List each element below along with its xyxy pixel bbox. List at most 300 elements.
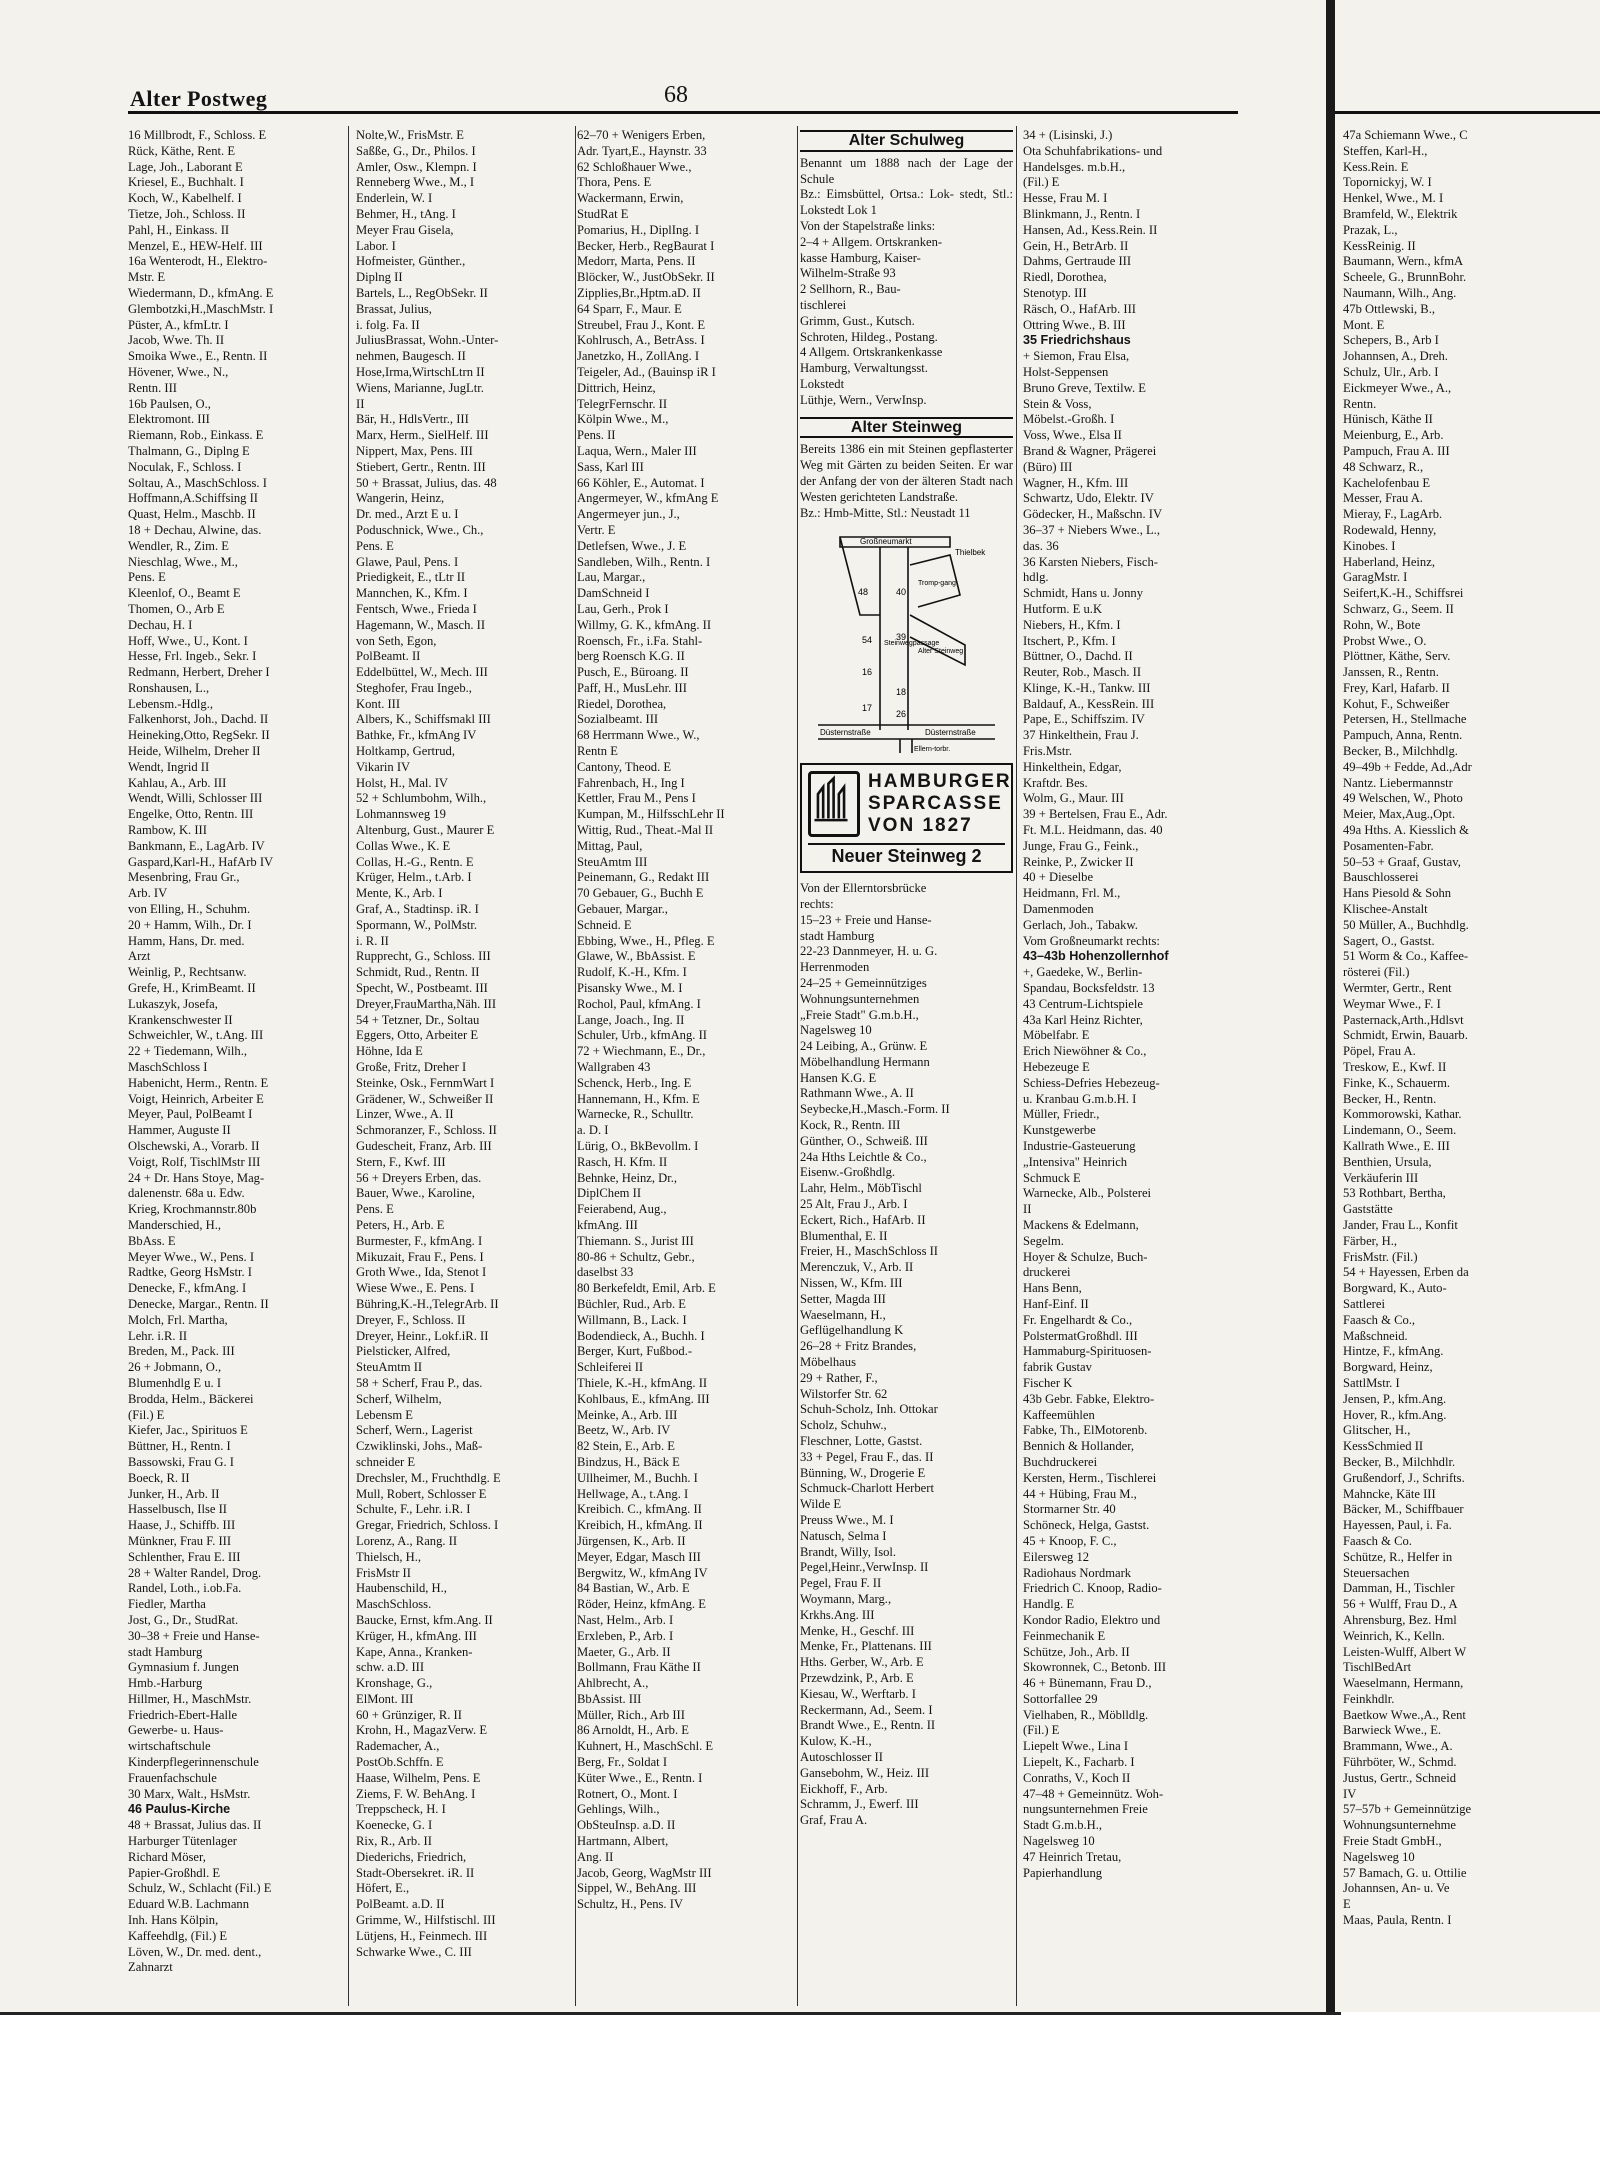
directory-entry-line: MaschSchloss. — [356, 1597, 432, 1612]
directory-entry-line: 52 + Schlumbohm, Wilh., — [356, 791, 487, 806]
directory-entry-line: Koenecke, G. I — [356, 1818, 433, 1833]
directory-entry-line: 86 Arnoldt, H., Arb. E — [577, 1723, 689, 1738]
directory-entry-line: (Fil.) E — [1023, 1723, 1060, 1738]
directory-entry-line: Cantony, Theod. E — [577, 759, 672, 774]
directory-entry-line: Kersten, Herm., Tischlerei — [1023, 1470, 1157, 1485]
directory-entry-line: SteuAmtm II — [356, 1360, 423, 1375]
directory-entry-line: Jost, G., Dr., StudRat. — [128, 1612, 239, 1627]
directory-entry-line: Schramm, J., Ewerf. III — [800, 1797, 919, 1812]
directory-entry-line: Führböter, W., Schmd. — [1343, 1755, 1457, 1770]
directory-entry-line: Müller, Rich., Arb III — [577, 1707, 685, 1722]
directory-entry-line: Ullheimer, M., Buchh. I — [577, 1470, 698, 1485]
directory-entry-line: hdlg. — [1023, 570, 1049, 585]
directory-entry-line: Saßße, G., Dr., Philos. I — [356, 143, 476, 158]
directory-entry-line: Gewerbe- u. Haus- — [128, 1723, 224, 1738]
directory-entry-line: Rochol, Paul, kfmAng. I — [577, 996, 701, 1011]
directory-entry-line: Feierabend, Aug., — [577, 1202, 667, 1217]
directory-entry-line: Collas, H.-G., Rentn. E — [356, 854, 474, 869]
directory-entry-line: Damman, H., Tischler — [1343, 1581, 1455, 1596]
directory-entry-line: 43 Centrum-Lichtspiele — [1023, 996, 1143, 1011]
directory-entry-line: 50 + Brassat, Julius, das. 48 — [356, 475, 497, 490]
directory-entry-line: Warnecke, R., Schulltr. — [577, 1107, 694, 1122]
directory-entry-line: Bäcker, M., Schiffbauer — [1343, 1502, 1464, 1517]
directory-entry-line: Bollmann, Frau Käthe II — [577, 1660, 701, 1675]
directory-entry-line: Röder, Heinz, kfmAng. E — [577, 1597, 706, 1612]
directory-entry-line: Glawe, W., BbAssist. E — [577, 949, 696, 964]
directory-entry-line: Gein, H., BetrArb. II — [1023, 238, 1129, 253]
directory-entry-line: Linzer, Wwe., A. II — [356, 1107, 454, 1122]
directory-entry-line: Berg, Fr., Soldat I — [577, 1755, 668, 1770]
directory-entry-line: Thomen, O., Arb E — [128, 601, 225, 616]
directory-entry-line: Molch, Frl. Martha, — [128, 1312, 228, 1327]
directory-entry-line: Hillmer, H., MaschMstr. — [128, 1691, 252, 1706]
directory-entry-line: Gymnasium f. Jungen — [128, 1660, 239, 1675]
directory-entry-line: Wohnungsunternehmen — [800, 991, 920, 1006]
directory-entry-line: Maas, Paula, Rentn. I — [1343, 1913, 1452, 1928]
directory-entry-line: Nast, Helm., Arb. I — [577, 1612, 674, 1627]
directory-entry-line: Feinmechanik E — [1023, 1628, 1106, 1643]
directory-entry-line: Willmy, G. K., kfmAng. II — [577, 617, 712, 632]
directory-entry-line: 37 Hinkelthein, Frau J. — [1023, 728, 1139, 743]
directory-entry-line: Kaffeemühlen — [1023, 1407, 1095, 1422]
directory-entry-line: 39 + Bertelsen, Frau E., Adr. — [1023, 807, 1168, 822]
directory-entry-line: 45 + Knoop, F. C., — [1023, 1533, 1117, 1548]
directory-entry-line: Schuler, Urb., kfmAng. II — [577, 1028, 707, 1043]
directory-entry-line: Prazak, L., — [1343, 222, 1398, 237]
directory-entry-line: Priedigkeit, E., tLtr II — [356, 570, 466, 585]
directory-entry-line: Behmer, H., tAng. I — [356, 206, 456, 221]
directory-entry-line: Wackermann, Erwin, — [577, 191, 684, 206]
directory-entry-line: Seybecke,H.,Masch.-Form. II — [800, 1102, 950, 1117]
directory-entry-line: Jacob, Wwe. Th. II — [128, 333, 225, 348]
directory-entry-line: Sandleben, Wilh., Rentn. I — [577, 554, 711, 569]
directory-entry-line: Wendler, R., Zim. E — [128, 538, 229, 553]
directory-entry-line: 15–23 + Freie und Hanse- — [800, 912, 932, 927]
directory-entry-line: Seifert,K.-H., Schiffsrei — [1343, 586, 1464, 601]
directory-entry-line: Rademacher, A., — [356, 1739, 440, 1754]
directory-entry-line: Heineking,Otto, RegSekr. II — [128, 728, 270, 743]
directory-entry-line: Eddelbüttel, W., Mech. III — [356, 665, 488, 680]
directory-entry-line: Schulte, F., Lehr. i.R. I — [356, 1502, 471, 1517]
directory-entry-line: Riedl, Dorothea, — [1023, 270, 1107, 285]
directory-entry-line: Wilde E — [800, 1497, 842, 1512]
directory-entry-line: Rentn. III — [128, 380, 177, 395]
directory-entry-line: Bauer, Wwe., Karoline, — [356, 1186, 475, 1201]
directory-entry-line: Hans Piesold & Sohn — [1343, 886, 1452, 901]
directory-entry-line: Grimme, W., Hilfstischl. III — [356, 1913, 496, 1928]
directory-entry-line: Hebezeuge E — [1023, 1060, 1090, 1075]
directory-entry-line: Schuh-Scholz, Inh. Ottokar — [800, 1402, 938, 1417]
directory-entry-line: Johannsen, An- u. Ve — [1343, 1881, 1450, 1896]
directory-entry-line: Feinkhdlr. — [1343, 1691, 1395, 1706]
directory-entry-line: Dr. med., Arzt E u. I — [356, 507, 459, 522]
directory-entry-line: Gregar, Friedrich, Schloss. I — [356, 1518, 499, 1533]
directory-entry-line: FrisMstr II — [356, 1565, 411, 1580]
directory-entry-line: Sippel, W., BehAng. III — [577, 1881, 697, 1896]
directory-entry-line: Blinkmann, J., Rentn. I — [1023, 206, 1141, 221]
directory-entry-line: 80-86 + Schultz, Gebr., — [577, 1249, 695, 1264]
directory-entry-line: Benthien, Ursula, — [1343, 1154, 1432, 1169]
directory-entry-line: Damenmoden — [1023, 902, 1094, 917]
directory-entry-line: Kondor Radio, Elektro und — [1023, 1612, 1161, 1627]
page-number: 68 — [664, 82, 688, 108]
directory-entry-line: Bodendieck, A., Buchh. I — [577, 1328, 705, 1343]
directory-entry-line: Höfert, E., — [356, 1881, 410, 1896]
directory-entry-line: Brandt, Willy, Isol. — [800, 1544, 897, 1559]
map-label: Tromp-gang — [918, 580, 956, 588]
directory-entry-line: Pens. E — [356, 538, 394, 553]
directory-entry-line: PostOb.Schffn. E — [356, 1755, 444, 1770]
directory-entry-line: Justus, Gertr., Schneid — [1343, 1770, 1456, 1785]
directory-entry-line: Olschewski, A., Vorarb. II — [128, 1139, 260, 1153]
directory-entry-line: PolBeamt. II — [356, 649, 421, 664]
directory-entry-line: fabrik Gustav — [1023, 1360, 1092, 1375]
directory-entry-line: Ronshausen, L., — [128, 680, 210, 695]
directory-entry-line: Große, Fritz, Dreher I — [356, 1060, 467, 1075]
directory-entry-line: Kraftdr. Bes. — [1023, 775, 1088, 790]
directory-entry-line: Kess.Rein. E — [1343, 159, 1409, 174]
directory-entry-line: Altenburg, Gust., Maurer E — [356, 823, 495, 838]
directory-entry-line: Angermeyer, W., kfmAng E — [577, 491, 719, 506]
directory-entry-line: Schultz, H., Pens. IV — [577, 1897, 683, 1912]
directory-entry-line: Pegel,Heinr.,VerwInsp. II — [800, 1560, 929, 1575]
ad-address: Neuer Steinweg 2 — [808, 843, 1005, 865]
directory-entry-line: Preuss Wwe., M. I — [800, 1513, 894, 1527]
directory-entry-line: Jacob, Georg, WagMstr III — [577, 1865, 712, 1880]
directory-entry-line: Gödecker, H., Maßschn. IV — [1023, 507, 1163, 522]
directory-entry-line: 49–49b + Fedde, Ad.,Adr — [1343, 759, 1472, 774]
directory-entry-line: 2–4 + Allgem. Ortskranken- — [800, 234, 943, 249]
directory-entry-line: Wolm, G., Maur. III — [1023, 791, 1124, 806]
directory-entry-line: Wilstorfer Str. 62 — [800, 1386, 888, 1401]
directory-entry-line: Mackens & Edelmann, — [1023, 1217, 1139, 1232]
directory-entry-line: tischlerei — [800, 297, 847, 312]
directory-entry-line: Sagert, O., Gastst. — [1343, 933, 1435, 948]
directory-entry-line: Dechau, H. I — [128, 617, 193, 632]
directory-entry-line: Wermter, Gertr., Rent — [1343, 981, 1452, 996]
directory-entry-line: Verkäuferin III — [1343, 1170, 1419, 1185]
directory-entry-line: Vikarin IV — [356, 759, 411, 774]
directory-entry-line: Fr. Engelhardt & Co., — [1023, 1312, 1133, 1327]
directory-entry-line: Borgward, K., Auto- — [1343, 1281, 1447, 1296]
directory-entry-line: 80 Berkefeldt, Emil, Arb. E — [577, 1281, 716, 1296]
directory-entry-line: Hamm, Hans, Dr. med. — [128, 933, 245, 948]
directory-entry-line: a. D. I — [577, 1123, 609, 1138]
directory-entry-line: Bünning, W., Drogerie E — [800, 1465, 926, 1480]
directory-entry-line: dalenenstr. 68a u. Edw. — [128, 1186, 245, 1201]
directory-entry-line: i. folg. Fa. II — [356, 317, 420, 332]
directory-entry-line: 30–38 + Freie und Hanse- — [128, 1628, 260, 1643]
directory-entry-line: Dittrich, Heinz, — [577, 380, 656, 395]
directory-entry-line: 33 + Pegel, Frau F., das. II — [800, 1449, 934, 1464]
directory-entry-line: Petersen, H., Stellmache — [1343, 712, 1467, 727]
directory-entry-line: 64 Sparr, F., Maur. E — [577, 301, 682, 316]
directory-entry-line: Gaststätte — [1343, 1202, 1393, 1217]
directory-entry-line: stadt Hamburg — [800, 928, 875, 943]
directory-entry-line: Baumann, Wern., kfmA — [1343, 254, 1464, 269]
directory-entry-line: Przewdzink, P., Arb. E — [800, 1670, 914, 1685]
directory-entry-line: Krkhs.Ang. III — [800, 1607, 875, 1622]
directory-entry-line: Bär, H., HdlsVertr., III — [356, 412, 469, 427]
directory-entry-line: Fahrenbach, H., Ing I — [577, 775, 685, 790]
street-district-info: Bz.: Hmb-Mitte, Stl.: Neustadt 11 — [800, 505, 971, 520]
column-divider — [1016, 126, 1017, 2006]
directory-entry-line: 24a Hths Leichtle & Co., — [800, 1149, 927, 1164]
directory-entry-line: DamSchneid I — [577, 586, 650, 601]
directory-entry-line: Pahl, H., Einkass. II — [128, 222, 230, 237]
directory-entry-line: Hansen, Ad., Kess.Rein. II — [1023, 222, 1158, 237]
column-6 — [1343, 128, 1600, 2003]
directory-entry-line: Boeck, R. II — [128, 1470, 190, 1485]
directory-entry-line: Hansen K.G. E — [800, 1070, 877, 1085]
directory-entry-line: BbAss. E — [128, 1233, 176, 1248]
directory-entry-line: Eggers, Otto, Arbeiter E — [356, 1028, 479, 1043]
directory-entry-line: Wohnungsunternehme — [1343, 1818, 1457, 1833]
directory-entry-line: Brassat, Julius, — [356, 301, 432, 316]
directory-entry-line: Kape, Anna., Kranken- — [356, 1644, 473, 1659]
directory-entry-line: 4 Allgem. Ortskrankenkasse — [800, 345, 943, 360]
directory-entry-line: Möbelst.-Großh. I — [1023, 412, 1115, 427]
steinweg-entries — [800, 881, 1013, 1829]
directory-entry-line: 56 + Wulff, Frau D., A — [1343, 1597, 1458, 1612]
directory-entry-line: Wilhelm-Straße 93 — [800, 266, 896, 281]
directory-entry-line: Lukaszyk, Josefa, — [128, 996, 218, 1011]
directory-entry-line: 36–37 + Niebers Wwe., L., — [1023, 522, 1160, 537]
directory-entry-line: Meyer, Edgar, Masch III — [577, 1549, 701, 1564]
directory-entry-line: Hans Benn, — [1023, 1281, 1082, 1296]
directory-entry-line: Handelsges. m.b.H., — [1023, 159, 1126, 174]
directory-entry-line: 84 Bastian, W., Arb. E — [577, 1581, 690, 1596]
directory-entry-line: 54 + Hayessen, Erben da — [1343, 1265, 1469, 1280]
directory-entry-line: Rix, R., Arb. II — [356, 1834, 432, 1849]
directory-entry-line: 28 + Walter Randel, Drog. — [128, 1565, 262, 1580]
directory-entry-line: Eckert, Rich., HafArb. II — [800, 1212, 926, 1227]
directory-entry-line: Kreibich. C., kfmAng. II — [577, 1502, 702, 1517]
directory-entry-line: Thora, Pens. E — [577, 175, 652, 190]
directory-entry-line: Krüger, H., kfmAng. III — [356, 1628, 477, 1643]
directory-entry-line: Hoff, Wwe., U., Kont. I — [128, 633, 248, 648]
directory-entry-line: 24 + Dr. Hans Stoye, Mag- — [128, 1170, 265, 1185]
sparcasse-logo-icon — [808, 771, 860, 837]
directory-entry-line: Hover, R., kfm.Ang. — [1343, 1407, 1447, 1422]
directory-entry-line: Marx, Herm., SielHelf. III — [356, 428, 489, 443]
directory-entry-line: Maeter, G., Arb. II — [577, 1644, 671, 1659]
directory-entry-line: Hesse, Frl. Ingeb., Sekr. I — [128, 649, 257, 664]
directory-entry-line: Hutform. E u.K — [1023, 601, 1103, 616]
directory-entry-line: 51 Worm & Co., Kaffee- — [1343, 949, 1469, 964]
directory-entry-line: i. R. II — [356, 933, 389, 948]
map-number: 26 — [896, 709, 907, 720]
directory-entry-line: Kreibich, H., kfmAng. II — [577, 1518, 703, 1533]
directory-entry-line: Hmb.-Harburg — [128, 1676, 203, 1691]
directory-entry-line: Herrenmoden — [800, 960, 870, 975]
directory-entry-line: Wiens, Marianne, JugLtr. — [356, 380, 484, 395]
directory-entry-line: Posamenten-Fabr. — [1343, 838, 1434, 853]
directory-entry-line: Kont. III — [356, 696, 401, 711]
directory-entry-line: Hths. Gerber, W., Arb. E — [800, 1655, 924, 1670]
directory-entry-line: Hartmann, Albert, — [577, 1834, 669, 1849]
directory-entry-line: Manderschied, H., — [128, 1217, 222, 1232]
directory-entry-line: von Elling, H., Schuhm. — [128, 902, 251, 917]
directory-entry-line: 16 Millbrodt, F., Schloss. E — [128, 128, 267, 142]
directory-entry-line: Plöttner, Käthe, Serv. — [1343, 649, 1451, 664]
directory-entry-line: Holst, H., Mal. IV — [356, 775, 448, 790]
directory-entry-line: II — [1023, 1202, 1032, 1217]
schulweg-entries — [800, 219, 1013, 409]
directory-entry-line: Vom Großneumarkt rechts: — [1023, 933, 1160, 948]
directory-entry-line: BbAssist. III — [577, 1691, 642, 1706]
directory-entry-line: Lahr, Helm., MöbTischl — [800, 1181, 922, 1196]
directory-entry-line: Sattlerei — [1343, 1296, 1385, 1311]
ad-name-line: HAMBURGER — [868, 771, 1012, 793]
directory-entry-line: Nagelsweg 10 — [800, 1023, 872, 1038]
directory-entry-line: Thiemann. S., Jurist III — [577, 1233, 694, 1248]
directory-entry-line: Krieg, Krochmannstr.80b — [128, 1202, 257, 1217]
directory-entry-line: Schütze, R., Helfer in — [1343, 1549, 1453, 1564]
directory-entry-line: 2 Sellhorn, R., Bau- — [800, 282, 901, 297]
directory-entry-line: Püster, A., kfmLtr. I — [128, 317, 229, 332]
directory-entry-line: Eisenw.-Großhdlg. — [800, 1165, 896, 1180]
directory-entry-line: Junker, H., Arb. II — [128, 1486, 220, 1501]
directory-entry-line: Bergwitz, W., kfmAng IV — [577, 1565, 708, 1580]
directory-entry-line: Detlefsen, Wwe., J. E — [577, 538, 687, 553]
directory-entry-line: nehmen, Baugesch. II — [356, 349, 466, 364]
directory-entry-line: Harburger Tütenlager — [128, 1834, 237, 1849]
directory-entry-line: Küter Wwe., E., Rentn. I — [577, 1770, 703, 1785]
directory-entry-line: 56 + Dreyers Erben, das. — [356, 1170, 482, 1185]
directory-entry-line: Holst-Seppensen — [1023, 364, 1109, 379]
directory-entry-line: Mahncke, Käte III — [1343, 1486, 1436, 1501]
directory-entry-line: Radtke, Georg HsMstr. I — [128, 1265, 252, 1280]
directory-entry-line: Freie Stadt GmbH., — [1343, 1834, 1442, 1849]
directory-entry-line: Falkenhorst, Joh., Dachd. II — [128, 712, 269, 727]
directory-entry-line: 20 + Hamm, Wilh., Dr. I — [128, 917, 252, 932]
directory-entry-line: Scherf, Wern., Lagerist — [356, 1423, 473, 1438]
directory-entry-line: Rudolf, K.-H., Kfm. I — [577, 965, 687, 980]
directory-entry-line: schneider E — [356, 1454, 416, 1469]
directory-entry-line: 43b Gebr. Fabke, Elektro- — [1023, 1391, 1155, 1406]
directory-entry-line: Angermeyer jun., J., — [577, 507, 680, 522]
street-map — [800, 525, 1013, 753]
directory-entry-line: Ziems, F. W. BehAng. I — [356, 1786, 476, 1801]
directory-entry-line: Kleenlof, O., Beamt E — [128, 586, 241, 601]
directory-entry-line: Lüthje, Wern., VerwInsp. — [800, 392, 927, 407]
directory-entry-line: Hammer, Auguste II — [128, 1123, 231, 1138]
street-heading-alter-steinweg: Alter Steinweg — [800, 417, 1013, 439]
directory-entry-line: Pape, E., Schiffszim. IV — [1023, 712, 1145, 727]
directory-entry-line: Mikuzait, Frau F., Pens. I — [356, 1249, 484, 1264]
directory-entry-line: Kock, R., Rentn. III — [800, 1118, 901, 1133]
directory-entry-line: Gerlach, Joh., Tabakw. — [1023, 917, 1138, 932]
directory-entry-line: 16a Wenterodt, H., Elektro- — [128, 254, 268, 269]
directory-entry-line: Hellwage, A., t.Ang. I — [577, 1486, 689, 1501]
directory-entry-line: Papierhandlung — [1023, 1865, 1103, 1880]
directory-entry-line: Skowronnek, C., Betonb. III — [1023, 1660, 1167, 1675]
directory-entry-line: Kaffeehdlg, (Fil.) E — [128, 1928, 228, 1943]
directory-entry-line: 58 + Scherf, Frau P., das. — [356, 1375, 483, 1390]
directory-entry-line: Diederichs, Friedrich, — [356, 1849, 467, 1864]
directory-entry-line: Czwiklinski, Johs., Maß- — [356, 1439, 483, 1454]
directory-entry-line: Schneid. E — [577, 917, 632, 932]
directory-entry-line: 70 Gebauer, G., Buchh E — [577, 886, 704, 901]
directory-entry-line: Borgward, Heinz, — [1343, 1360, 1433, 1375]
directory-entry-line: Woymann, Marg., — [800, 1591, 892, 1606]
directory-entry-line: 47b Ottlewski, B., — [1343, 301, 1436, 316]
directory-entry-line: Haase, J., Schiffb. III — [128, 1518, 236, 1533]
directory-entry-line: Collas Wwe., K. E — [356, 838, 451, 853]
directory-entry-line: Toporniсkyj, W. I — [1343, 175, 1432, 190]
street-heading-alter-schulweg: Alter Schulweg — [800, 130, 1013, 152]
directory-entry-line: Handlg. E — [1023, 1597, 1075, 1612]
directory-entry-line: SteuAmtm III — [577, 854, 648, 869]
directory-entry-line: Scheele, G., BrunnBohr. — [1343, 270, 1467, 285]
directory-entry-line: 62 Schloßhauer Wwe., — [577, 159, 692, 174]
directory-entry-line: Liepelt Wwe., Lina I — [1023, 1739, 1129, 1754]
directory-entry-line: 57–57b + Gemeinnützige — [1343, 1802, 1472, 1817]
directory-entry-line: Meyer, Paul, PolBeamt I — [128, 1107, 253, 1122]
directory-entry-line: 25 Alt, Frau J., Arb. I — [800, 1197, 908, 1212]
directory-entry-line: Quast, Helm., Maschb. II — [128, 507, 256, 522]
directory-entry-line: Papier-Großhdl. E — [128, 1865, 221, 1880]
street-district-info: Bz.: Eimsbüttel, Ortsa.: Lok- stedt, Stl.: Lokstedt Lok 1 — [800, 187, 1013, 218]
directory-entry-line: Bauschlosserei — [1343, 870, 1419, 885]
directory-entry-line: Schepers, B., Arb I — [1343, 333, 1439, 348]
directory-entry-line: 18 + Dechau, Alwine, das. — [128, 522, 262, 537]
directory-entry-line: Rotnert, O., Mont. I — [577, 1786, 678, 1801]
directory-entry-line: Autoschlosser II — [800, 1749, 883, 1764]
adjacent-page — [1335, 0, 1600, 2012]
directory-entry-line: Klinge, K.-H., Tankw. III — [1023, 680, 1151, 695]
directory-entry-line: 24–25 + Gemeinnütziges — [800, 975, 927, 990]
directory-entry-line: Zahnarzt — [128, 1960, 173, 1975]
directory-entry-line: Scholz, Schuhw., — [800, 1418, 887, 1433]
directory-entry-line: MaschSchloss I — [128, 1060, 208, 1075]
directory-entry-line: Radiohaus Nordmark — [1023, 1565, 1132, 1580]
directory-entry-line: Gaspard,Karl-H., HafArb IV — [128, 854, 274, 869]
directory-entry-line: Möbelfabr. E — [1023, 1028, 1090, 1043]
directory-entry-line: Breden, M., Pack. III — [128, 1344, 235, 1359]
directory-entry-line: GaragMstr. I — [1343, 570, 1408, 585]
directory-entry-line: wirtschaftschule — [128, 1739, 211, 1754]
directory-entry-line: Johannsen, A., Dreh. — [1343, 349, 1448, 364]
directory-entry-line: 36 Karsten Niebers, Fisch- — [1023, 554, 1159, 569]
directory-entry-line: Steghofer, Frau Ingeb., — [356, 680, 472, 695]
directory-entry-line: Lehr. i.R. II — [128, 1328, 188, 1343]
directory-entry-line: Lau, Gerh., Prok I — [577, 601, 669, 616]
directory-entry-line: Lau, Margar., — [577, 570, 646, 585]
directory-entry-line: FrisMstr. (Fil.) — [1343, 1249, 1418, 1264]
directory-entry-line: Holtkamp, Gertrud, — [356, 744, 455, 759]
directory-entry-line: Brodda, Helm., Bäckerei — [128, 1391, 254, 1406]
directory-entry-line: Nagelsweg 10 — [1343, 1849, 1415, 1864]
directory-entry-line: IV — [1343, 1786, 1357, 1801]
directory-entry-line: Vertr. E — [577, 522, 616, 537]
directory-entry-line: Junge, Frau G., Feink., — [1023, 838, 1139, 853]
directory-entry-line: Schulz, W., Schlacht (Fil.) E — [128, 1881, 272, 1896]
directory-entry-line: Engelke, Otto, Rentn. III — [128, 807, 254, 822]
directory-entry-line: Pöpel, Frau A. — [1343, 1044, 1416, 1059]
directory-entry-line: Becker, B., Milchhdlg. — [1343, 744, 1458, 759]
directory-entry-line: Sottorfallee 29 — [1023, 1691, 1098, 1706]
map-label: Düsternstraße — [820, 728, 871, 738]
directory-entry-line: ObSteuInsp. a.D. II — [577, 1818, 676, 1833]
directory-entry-line: Habenicht, Herm., Rentn. E — [128, 1075, 269, 1090]
directory-entry-line: Maßschneid. — [1343, 1328, 1408, 1343]
directory-entry-line: druckerei — [1023, 1265, 1071, 1280]
directory-entry-line: Scherf, Wilhelm, — [356, 1391, 442, 1406]
directory-entry-line: Rupprecht, G., Schloss. III — [356, 949, 491, 964]
directory-entry-line: Frey, Karl, Hafarb. II — [1343, 680, 1450, 695]
